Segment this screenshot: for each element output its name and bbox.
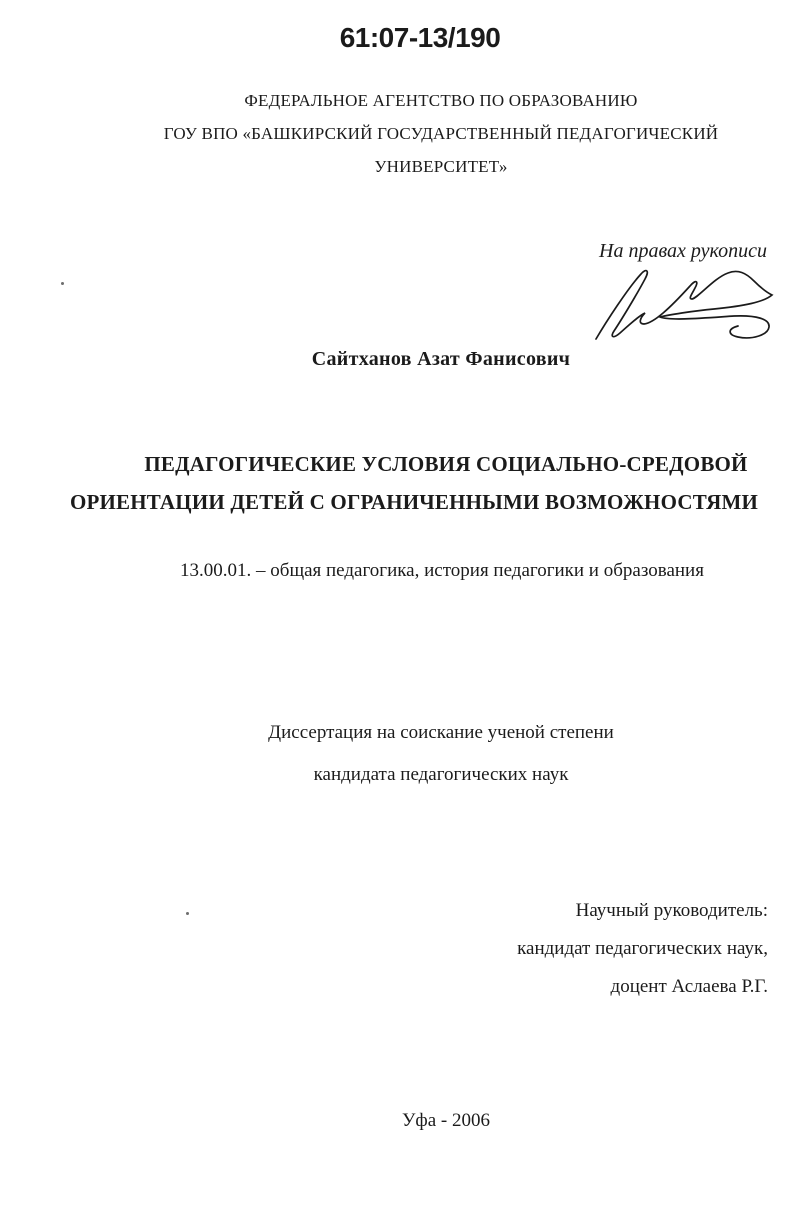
institution-header-line2: ГОУ ВПО «БАШКИРСКИЙ ГОСУДАРСТВЕННЫЙ ПЕДАГОГИЧЕСКИЙ	[163, 124, 719, 143]
supervisor-heading: Научный руководитель:	[575, 900, 768, 921]
supervisor-name: доцент Аслаева Р.Г.	[610, 976, 768, 997]
supervisor-degree: кандидат педагогических наук,	[517, 938, 768, 959]
manuscript-rights-note: На правах рукописи	[599, 240, 767, 262]
institution-header	[164, 84, 719, 183]
degree-block	[268, 712, 614, 796]
supervisor-block	[517, 892, 768, 1006]
signature-icon	[584, 266, 779, 341]
imprint-city-year: Уфа - 2006	[401, 1110, 491, 1131]
degree-line2: кандидата педагогических наук	[313, 764, 569, 785]
specialty-line: 13.00.01. – общая педагогика, история педагогики и образования	[180, 560, 704, 581]
dissertation-title-line1: ПЕДАГОГИЧЕСКИЕ УСЛОВИЯ СОЦИАЛЬНО-СРЕДОВОЙ	[144, 452, 748, 476]
institution-header-line3: УНИВЕРСИТЕТ»	[374, 157, 508, 176]
institution-header-line1: ФЕДЕРАЛЬНОЕ АГЕНТСТВО ПО ОБРАЗОВАНИЮ	[244, 91, 638, 110]
document-code: 61:07-13/190	[339, 22, 501, 53]
dissertation-title-line2: ОРИЕНТАЦИИ ДЕТЕЙ С ОГРАНИЧЕННЫМИ ВОЗМОЖНОСТЯМИ	[69, 490, 759, 514]
author-name: Сайтханов Азат Фанисович	[311, 348, 571, 370]
scan-speck	[61, 282, 64, 285]
scan-speck	[186, 912, 189, 915]
degree-line1: Диссертация на соискание ученой степени	[268, 722, 614, 743]
